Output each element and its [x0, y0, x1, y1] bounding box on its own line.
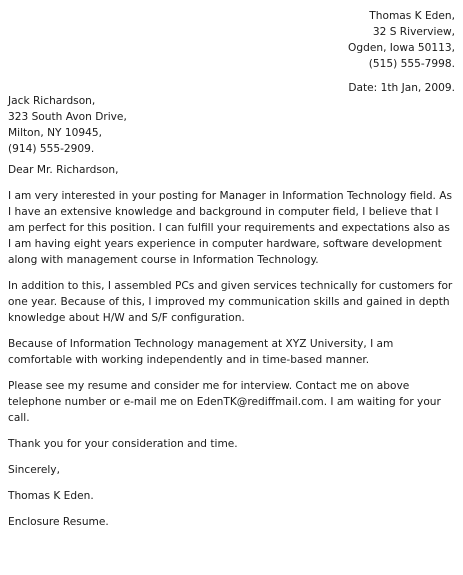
sender-address: [348, 8, 455, 72]
closing: Sincerely,: [8, 464, 60, 476]
recipient-street: 323 South Avon Drive,: [8, 111, 127, 123]
sender-name: Thomas K Eden,: [369, 10, 455, 22]
letter-date: Date: 1th Jan, 2009.: [348, 82, 455, 94]
enclosure: Enclosure Resume.: [8, 516, 109, 528]
recipient-city: Milton, NY 10945,: [8, 127, 102, 139]
sender-phone: (515) 555-7998.: [368, 58, 455, 70]
signature: Thomas K Eden.: [8, 490, 94, 502]
sender-street: 32 S Riverview,: [372, 26, 455, 38]
recipient-name: Jack Richardson,: [8, 95, 96, 107]
sender-city: Ogden, Iowa 50113,: [348, 42, 455, 54]
letter-body: [8, 162, 456, 540]
recipient-phone: (914) 555-2909.: [8, 143, 95, 155]
paragraph-interest: I am very interested in your posting for Manager in Information Technology field. As I have an extensive knowledge and background in computer field, I believe that I am perfect for this position. I can fulfill your requirements and expectations also as I am having eight years experience in computer hardware, software development along with management course in Information Technology.: [8, 190, 453, 266]
paragraph-university: Because of Information Technology management at XYZ University, I am comfortable with working independently and in time-based manner.: [8, 338, 394, 366]
salutation: Dear Mr. Richardson,: [8, 164, 119, 176]
recipient-address: [8, 93, 127, 157]
paragraph-thanks: Thank you for your consideration and time.: [8, 438, 238, 450]
paragraph-contact: Please see my resume and consider me for interview. Contact me on above telephone number or e-mail me on EdenTK@rediffmail.com. I am waiting for your call.: [8, 380, 441, 424]
paragraph-experience: In addition to this, I assembled PCs and given services technically for customers for one year. Because of this, I improved my communication skills and gained in depth knowledge about H/W and S/F configuration.: [8, 280, 453, 324]
